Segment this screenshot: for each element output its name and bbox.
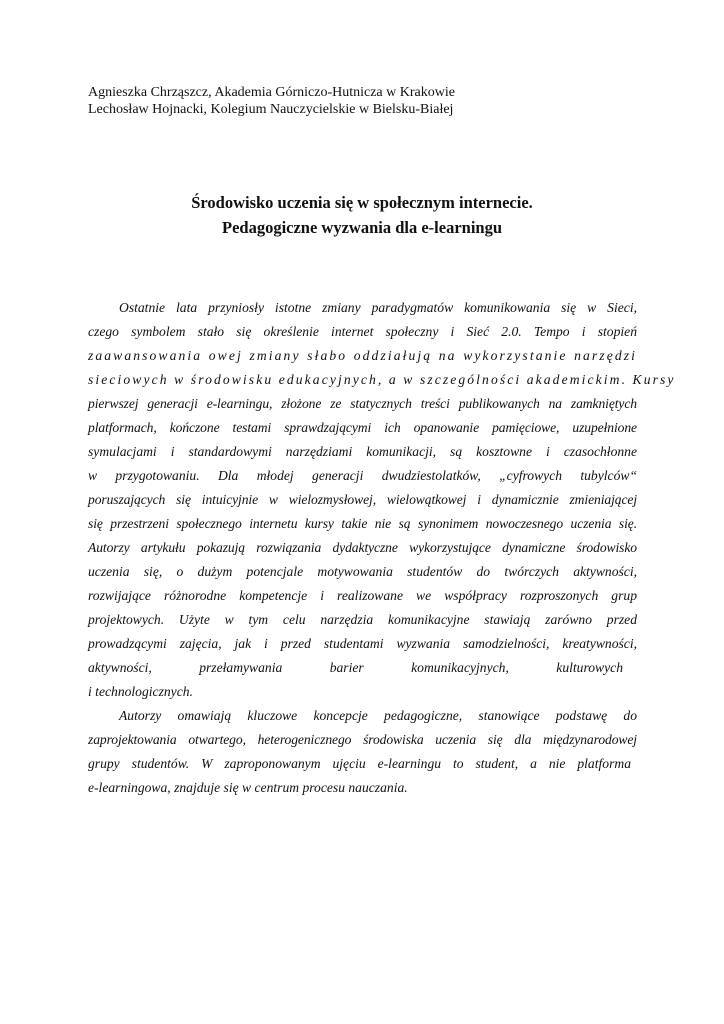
author-affiliations (88, 84, 648, 118)
text-line: symulacjami i standardowymi narzędziami komunikacji, są kosztowne i czasochłonne (88, 444, 637, 459)
abstract-paragraph-2 (88, 704, 637, 800)
text-line: Autorzy omawiają kluczowe koncepcje pedagogiczne, stanowiące podstawę do (119, 708, 637, 723)
text-line: Autorzy artykułu pokazują rozwiązania dydaktyczne wykorzystujące dynamiczne środowisko (88, 540, 637, 555)
title-line-2: Pedagogiczne wyzwania dla e-learningu (221, 218, 503, 237)
text-line: i technologicznych. (88, 684, 193, 699)
text-line: poruszających się intuicyjnie w wielozmysłowej, wielowątkowej i dynamicznie zmieniającej (88, 492, 637, 507)
text-line: platformach, kończone testami sprawdzającymi ich opanowanie pamięciowe, uzupełnione (88, 420, 637, 435)
abstract (88, 296, 676, 800)
text-line: zaawansowania owej zmiany słabo oddziałują na wykorzystanie narzędzi (88, 348, 637, 363)
paper-title (60, 190, 664, 240)
text-line: rozwijające różnorodne kompetencje i realizowane we współpracy rozproszonych grup (88, 588, 637, 603)
text-line: aktywności, przełamywania barier komunikacyjnych, kulturowych (88, 660, 623, 675)
author-line: Agnieszka Chrząszcz, Akademia Górniczo-Hutnicza w Krakowie (88, 85, 455, 100)
text-line: sieciowych w środowisku edukacyjnych, a w szczególności akademickim. Kursy (88, 372, 676, 387)
text-line: projektowych. Użyte w tym celu narzędzia komunikacyjne stawiają zarówno przed (88, 612, 637, 627)
text-line: e-learningowa, znajduje się w centrum procesu nauczania. (88, 780, 408, 795)
text-line: Ostatnie lata przyniosły istotne zmiany paradygmatów komunikowania się w Sieci, (119, 300, 637, 315)
text-line: zaprojektowania otwartego, heterogenicznego środowiska uczenia się dla międzynarodowej (88, 732, 637, 747)
text-line: czego symbolem stało się określenie internet społeczny i Sieć 2.0. Tempo i stopień (88, 324, 637, 339)
title-line-1: Środowisko uczenia się w społecznym internecie. (191, 193, 533, 212)
text-line: pierwszej generacji e-learningu, złożone ze statycznych treści publikowanych na zamkniętych (88, 396, 637, 411)
text-line: się przestrzeni społecznego internetu kursy takie nie są synonimem nowoczesnego uczenia się. (88, 516, 637, 531)
text-line: uczenia się, o dużym potencjale motywowania studentów do twórczych aktywności, (88, 564, 637, 579)
text-line: w przygotowaniu. Dla młodej generacji dwudziestolatków, „cyfrowych tubylców“ (88, 468, 637, 483)
text-line: grupy studentów. W zaproponowanym ujęciu e-learningu to student, a nie platforma (88, 756, 631, 771)
abstract-paragraph-1 (88, 296, 676, 704)
text-line: prowadzącymi zajęcia, jak i przed studentami wyzwania samodzielności, kreatywności, (88, 636, 637, 651)
author-line: Lechosław Hojnacki, Kolegium Nauczycielskie w Bielsku-Białej (88, 102, 454, 117)
